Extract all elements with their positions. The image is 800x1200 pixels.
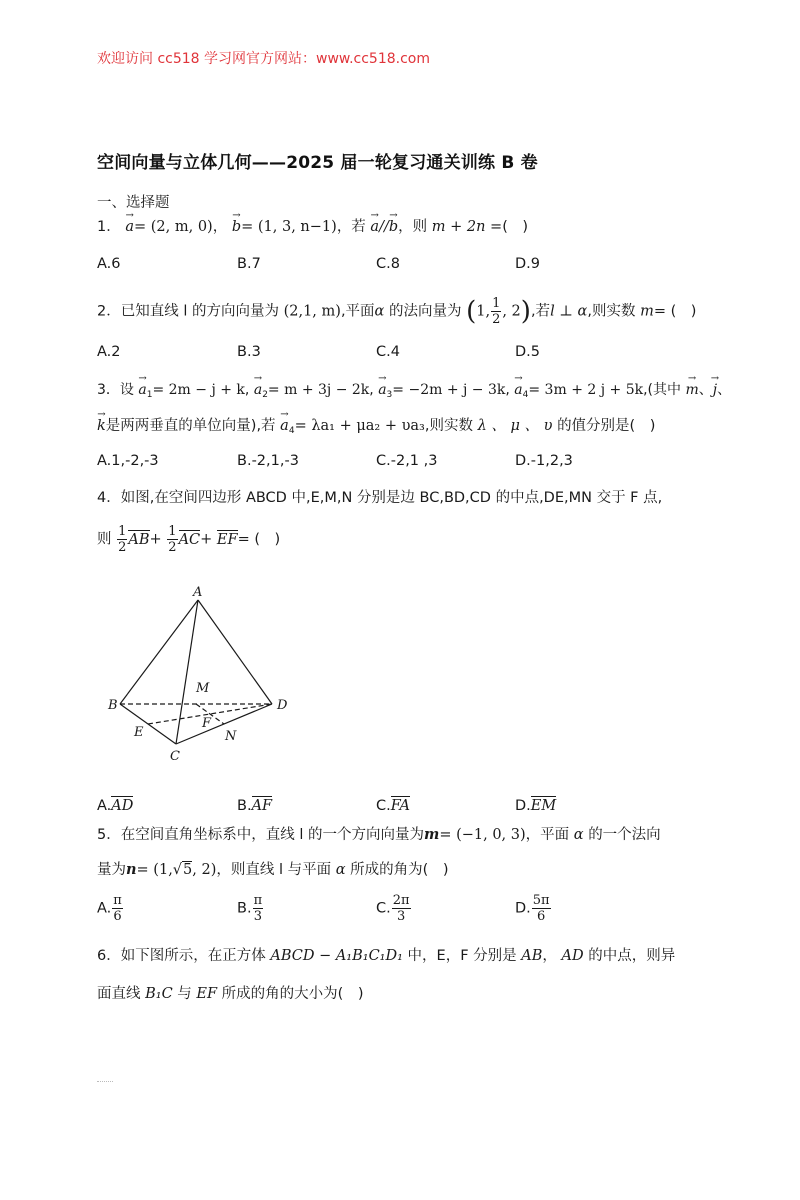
q3-option-d[interactable]: D.-1,2,3	[515, 453, 573, 469]
label-a: A	[193, 585, 203, 600]
question-3-line-2: → k是两两垂直的单位向量),若 → $a_4= \lambda a_1 + \mu a_2 + \upsilon a_3$,则实数 λ 、 μ 、 υ 的值分别是( )	[97, 416, 655, 441]
q3-option-a[interactable]: A.1,-2,-3	[97, 453, 159, 469]
q1-option-a[interactable]: A.6	[97, 256, 121, 272]
question-5-line-1: 5．在空间直角坐标系中，直线 l 的一个方向向量为m= (−1, 0, 3)，平面 α 的一个法向	[97, 826, 661, 843]
q2-option-a[interactable]: A.2	[97, 344, 121, 360]
question-5-line-2: 量为n= (1,√5, 2)，则直线 l 与平面 α 所成的角为( )	[97, 861, 449, 878]
label-f: F	[202, 716, 212, 731]
question-6-line-1: 6．如下图所示，在正方体 ABCD − A₁B₁C₁D₁ 中，E，F 分别是 AB， AD 的中点，则异	[97, 948, 676, 964]
label-c: C	[170, 749, 180, 764]
q5-option-b[interactable]: B. $\frac{\pi}{3}$	[237, 893, 263, 924]
q4-option-a[interactable]: A.AD	[97, 798, 134, 814]
q3-option-c[interactable]: C.-2,1 ,3	[376, 453, 438, 469]
section-heading: 一、选择题	[97, 195, 170, 211]
label-m: M	[196, 681, 210, 696]
tetrahedron-figure	[100, 578, 300, 768]
question-6-line-2: 面直线 B₁C 与 EF 所成的角的大小为( )	[97, 986, 364, 1002]
q2-option-b[interactable]: B.3	[237, 344, 261, 360]
q4-option-d[interactable]: D.EM	[515, 798, 557, 814]
label-n: N	[225, 729, 237, 744]
edge-ac	[176, 600, 198, 744]
site-watermark: 欢迎访问 cc518 学习网官方网站：www.cc518.com	[97, 51, 430, 67]
edge-ab	[120, 600, 198, 704]
q1-option-d[interactable]: D.9	[515, 256, 541, 272]
vector-a: → a	[125, 217, 134, 237]
page-footer-mark	[97, 1081, 113, 1082]
q5-option-c[interactable]: C. $\frac{2\pi}{3}$	[376, 893, 410, 924]
question-4-line-2: 则 $\frac{1}{2}$ AB+ $\frac{1}{2}$ AC+ EF= ( )	[97, 524, 281, 555]
q5-option-a[interactable]: A. $\frac{\pi}{6}$	[97, 893, 122, 924]
question-1-stem: 1． → a= (2, m, 0)， → b= (1, 3, n−1)，若 → a//→ b，则 m + 2n =( )	[97, 217, 528, 237]
label-e: E	[134, 725, 144, 740]
question-2-stem: 2．已知直线 l 的方向向量为 (2,1, m),平面α 的法向量为 (1, $\frac{1}{2}$ , 2),若l ⊥ α,则实数 m= ( )	[97, 296, 697, 327]
q5-option-d[interactable]: D. $\frac{5\pi}{6}$	[515, 893, 550, 924]
q4-option-c[interactable]: C.FA	[376, 798, 411, 814]
q1-option-b[interactable]: B.7	[237, 256, 261, 272]
question-4-line-1: 4．如图,在空间四边形 ABCD 中,E,M,N 分别是边 BC,BD,CD 的中点,DE,MN 交于 F 点,	[97, 490, 663, 506]
q1-option-c[interactable]: C.8	[376, 256, 400, 272]
q2-option-c[interactable]: C.4	[376, 344, 400, 360]
label-d: D	[277, 698, 288, 713]
q3-option-b[interactable]: B.-2,1,-3	[237, 453, 299, 469]
q4-option-b[interactable]: B.AF	[237, 798, 273, 814]
page-title: 空间向量与立体几何——2025 届一轮复习通关训练 B 卷	[97, 153, 538, 173]
vector-b: → b	[232, 217, 241, 237]
question-3-line-1: 3．设 → $a_1= 2m - j + k$, → $a_2= m + 3j - 2k$, → $a_3= -2m + j - 3k$, → $a_4= 3m + 2$ j + 5k,(其中 → m、→ j、	[97, 380, 731, 405]
q2-option-d[interactable]: D.5	[515, 344, 541, 360]
label-b: B	[108, 698, 118, 713]
